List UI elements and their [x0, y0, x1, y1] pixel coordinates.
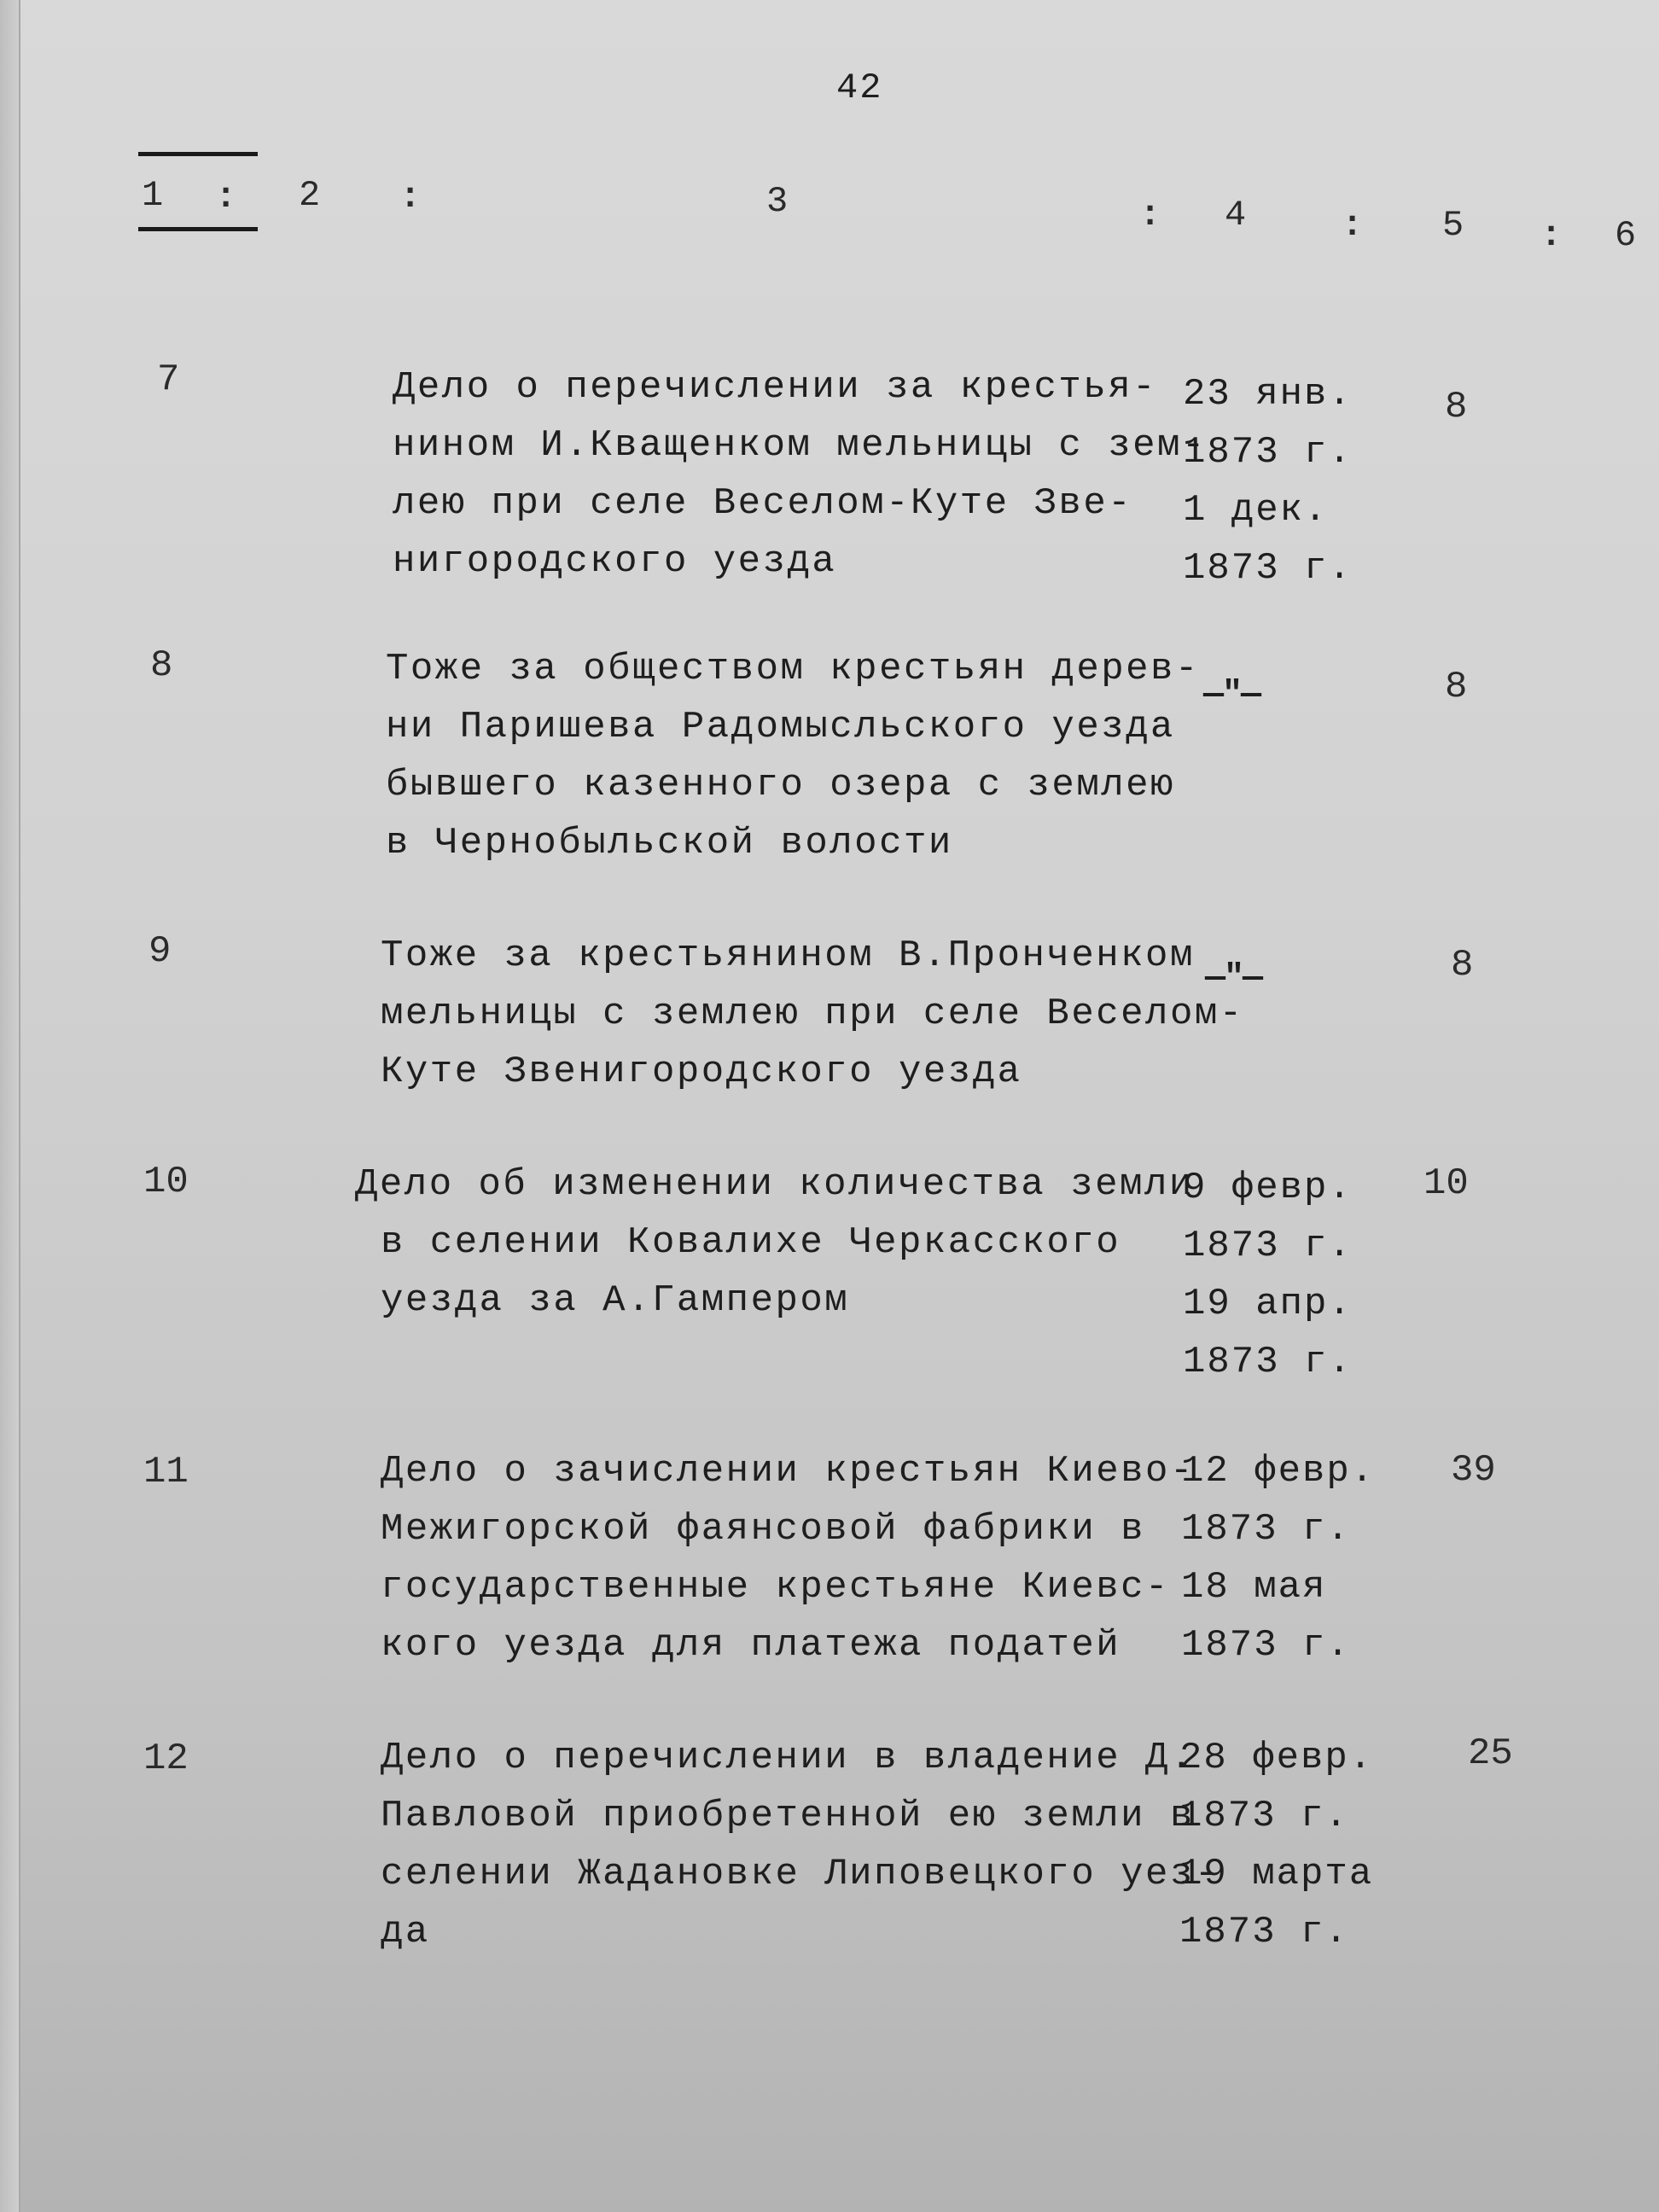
description-line: Павловой приобретенной ею земли в: [381, 1795, 1195, 1837]
date-line: 1873 г.: [1179, 1911, 1349, 1953]
description-line: ни Паришева Радомысльского уезда: [386, 706, 1175, 748]
entry-sheet-count: 39: [1451, 1449, 1496, 1492]
entry-number: 8: [150, 644, 173, 687]
ditto-mark: —"—: [1205, 959, 1262, 998]
column-separator: :: [1139, 195, 1161, 236]
description-line: Дело о перечислении за крестья-: [393, 366, 1158, 409]
column-separator: :: [399, 177, 422, 218]
column-header-2: 2: [299, 175, 321, 216]
date-line: 1873 г.: [1183, 1341, 1353, 1383]
column-separator: :: [215, 177, 237, 218]
description-line: уезда за А.Гампером: [381, 1279, 850, 1322]
entry-number: 12: [143, 1738, 189, 1780]
column-header-5: 5: [1442, 205, 1464, 246]
date-line: 1 дек.: [1183, 489, 1329, 532]
entry-description: [381, 1729, 1220, 1961]
description-line: Дело о перечислении в владение Д.: [381, 1737, 1195, 1779]
entry-sheet-count: 8: [1445, 386, 1468, 428]
ditto-mark: —"—: [1203, 676, 1260, 714]
date-line: 19 марта: [1179, 1853, 1374, 1895]
description-line: Тоже за обществом крестьян дерев-: [386, 648, 1200, 690]
entry-dates: [1181, 1442, 1375, 1674]
description-line: мельницы с землею при селе Веселом-: [381, 992, 1244, 1035]
entry-description: [355, 1155, 1194, 1330]
date-line: 1873 г.: [1183, 431, 1353, 474]
description-line: государственные крестьяне Киевс-: [381, 1566, 1170, 1609]
entry-dates: [1183, 365, 1353, 597]
date-line: 18 мая: [1181, 1566, 1327, 1609]
description-line: Тоже за крестьянином В.Пронченком: [381, 934, 1195, 977]
entry-sheet-count: 8: [1451, 944, 1474, 987]
description-line: нином И.Кващенком мельницы с зем-: [393, 424, 1207, 467]
description-line: да: [381, 1911, 430, 1953]
description-line: селении Жадановке Липовецкого уез-: [381, 1853, 1220, 1895]
column-separator: :: [1342, 205, 1364, 246]
entry-description: [381, 927, 1244, 1101]
description-line: Дело о зачислении крестьян Киево-: [381, 1450, 1195, 1493]
entry-dates: [1183, 1159, 1353, 1391]
description-line: Куте Звенигородского уезда: [381, 1051, 1022, 1093]
entry-number: 7: [157, 358, 180, 401]
page-binding-edge: [0, 0, 20, 2212]
header-rule-bottom: [138, 227, 258, 231]
entry-sheet-count: 10: [1423, 1162, 1469, 1205]
column-header-4: 4: [1225, 195, 1247, 236]
description-line: нигородского уезда: [393, 540, 837, 583]
column-header-6: 6: [1615, 215, 1637, 256]
date-line: 1873 г.: [1181, 1508, 1351, 1551]
date-line: 28 февр.: [1179, 1737, 1374, 1779]
page-number: 42: [836, 67, 883, 108]
entry-description: [386, 640, 1200, 872]
entry-number: 9: [148, 930, 172, 973]
date-line: 12 февр.: [1181, 1450, 1376, 1493]
header-rule-top: [138, 152, 258, 156]
entry-sheet-count: 25: [1468, 1732, 1513, 1775]
description-line: кого уезда для платежа податей: [381, 1624, 1121, 1667]
date-line: 23 янв.: [1183, 373, 1353, 416]
date-line: 1873 г.: [1179, 1795, 1349, 1837]
entry-number: 11: [143, 1451, 189, 1493]
entry-dates: [1179, 1729, 1373, 1961]
description-line: Дело об изменении количества земли: [355, 1163, 1194, 1206]
description-line: Межигорской фаянсовой фабрики в: [381, 1508, 1146, 1551]
entry-description: [393, 358, 1207, 591]
date-line: 1873 г.: [1183, 1225, 1353, 1267]
description-line: бывшего казенного озера с землею: [386, 764, 1175, 806]
entry-number: 10: [143, 1161, 189, 1203]
description-line: в селении Ковалихе Черкасского: [381, 1221, 1121, 1264]
description-line: в Чернобыльской волости: [386, 822, 953, 864]
entry-description: [381, 1442, 1195, 1674]
entry-sheet-count: 8: [1445, 666, 1468, 708]
description-line: лею при селе Веселом-Куте Зве-: [393, 482, 1133, 525]
column-header-1: 1: [142, 175, 164, 216]
date-line: 1873 г.: [1183, 547, 1353, 590]
date-line: 19 апр.: [1183, 1283, 1353, 1325]
date-line: 1873 г.: [1181, 1624, 1351, 1667]
date-line: 9 февр.: [1183, 1167, 1353, 1209]
column-header-3: 3: [766, 181, 789, 222]
column-separator: :: [1540, 215, 1563, 256]
